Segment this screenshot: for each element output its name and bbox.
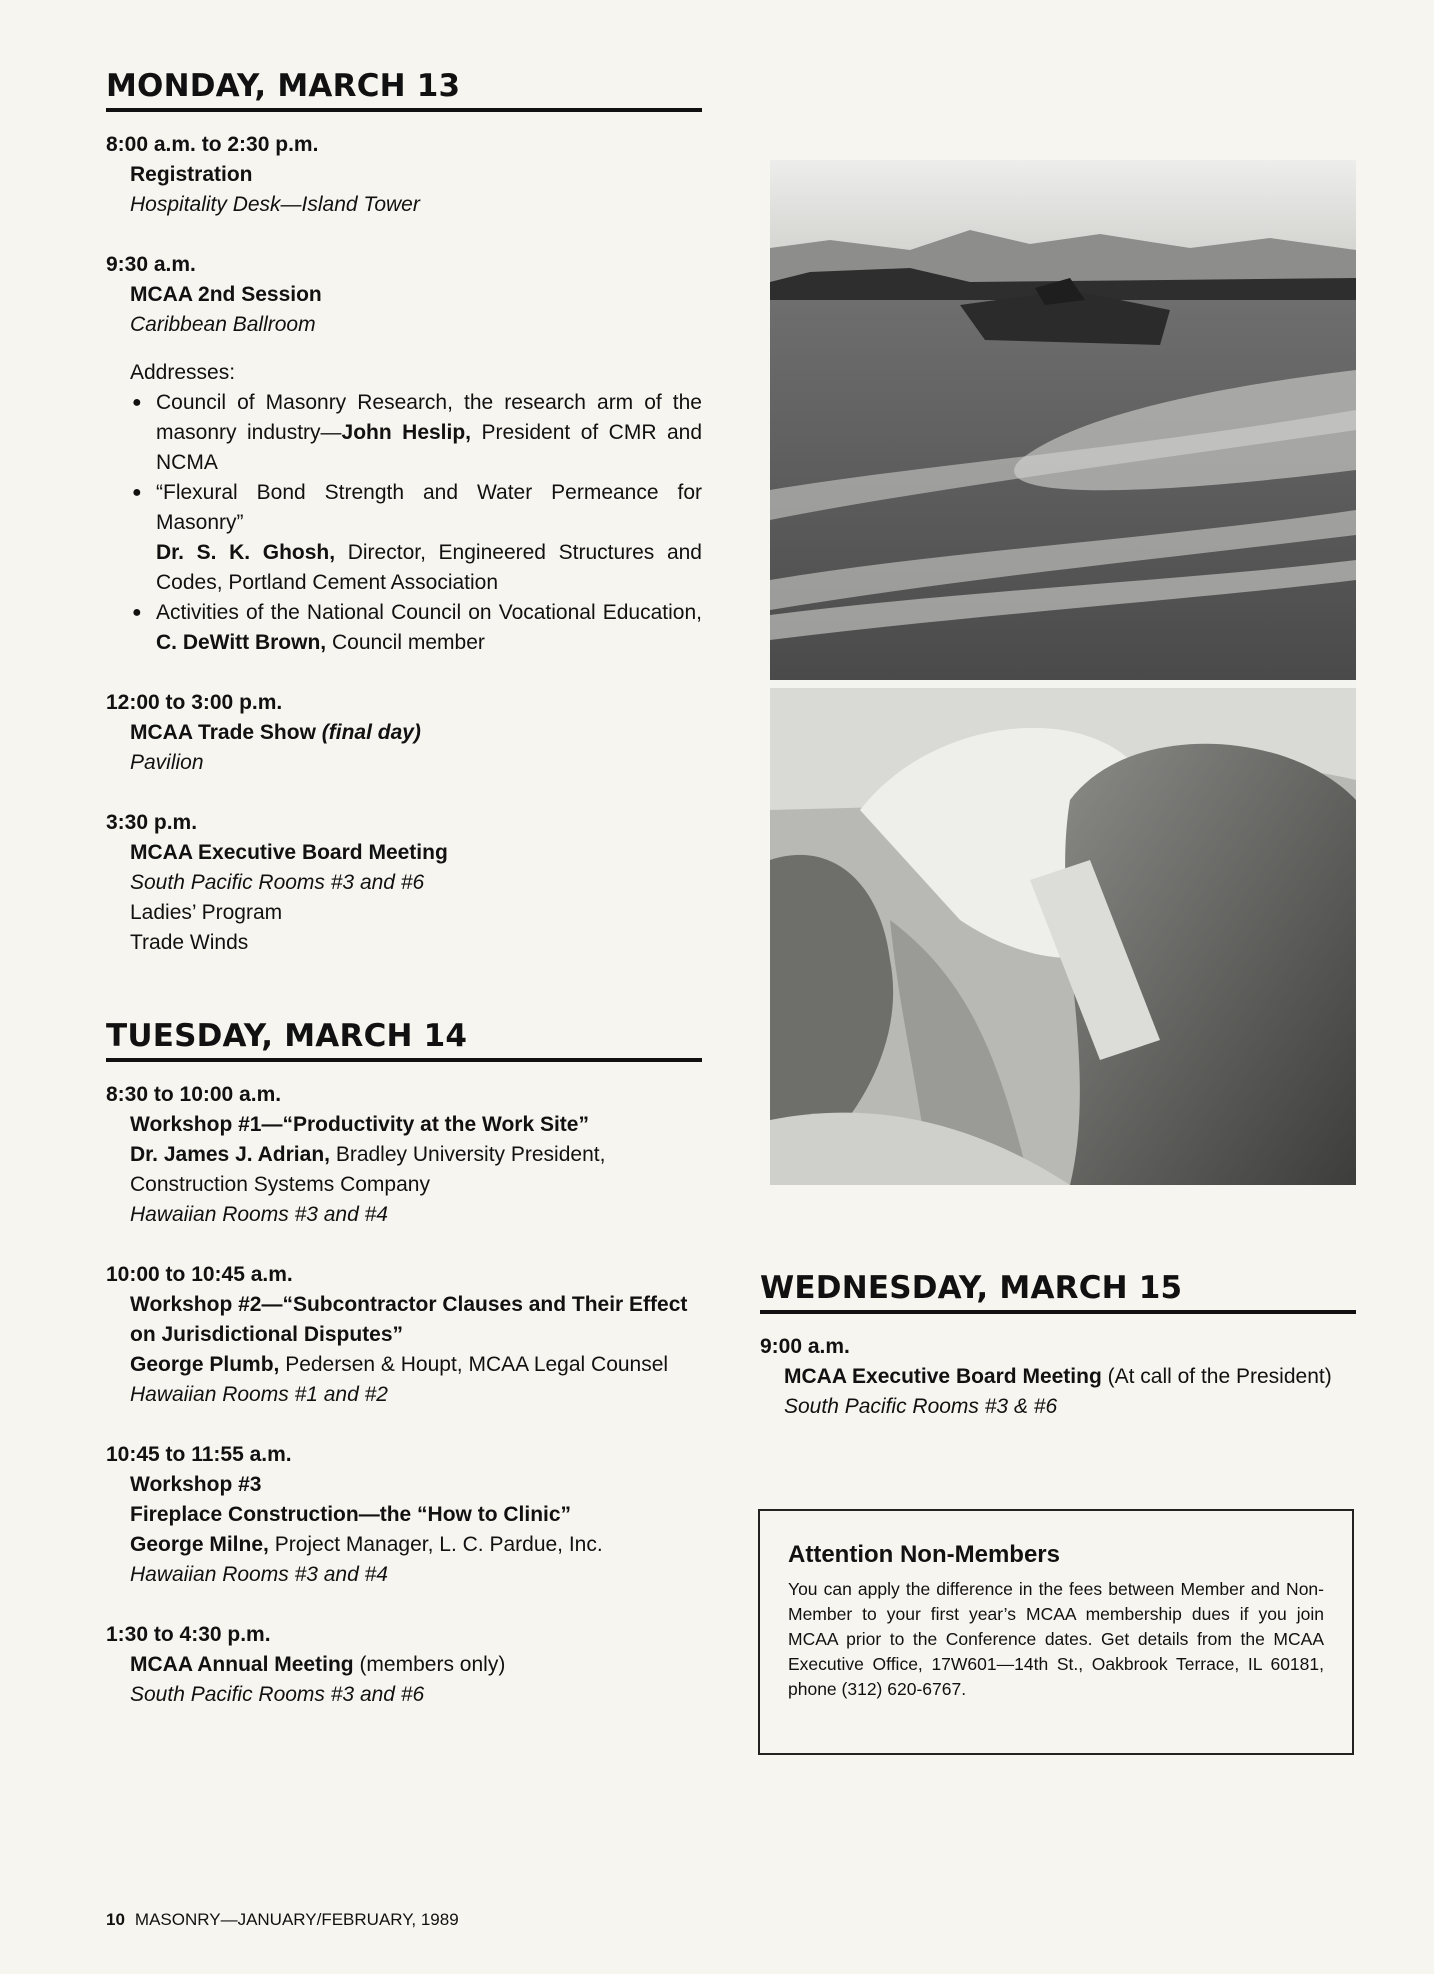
- event-title: [130, 718, 702, 748]
- event-title: Workshop #2—“Subcontractor Clauses and Their Effect on Jurisdictional Disputes”: [130, 1293, 688, 1346]
- event-time: 3:30 p.m.: [106, 811, 198, 834]
- photo-boat-and-dam: [770, 160, 1356, 1185]
- addresses-label: Addresses:: [130, 361, 236, 384]
- address-speaker: John Heslip,: [341, 421, 472, 444]
- publication-line: MASONRY—JANUARY/FEBRUARY, 1989: [134, 1910, 459, 1929]
- event-speaker-line: [130, 1350, 702, 1380]
- event-note: Trade Winds: [130, 931, 249, 954]
- event-location: Hospitality Desk—Island Tower: [130, 193, 420, 216]
- address-speaker: C. DeWitt Brown,: [156, 631, 327, 654]
- event-time: 12:00 to 3:00 p.m.: [106, 691, 283, 714]
- address-speaker-role: President of CMR and NCMA: [156, 421, 703, 474]
- event-title-note: (final day): [321, 721, 421, 744]
- event-location: South Pacific Rooms #3 and #6: [130, 871, 425, 894]
- event-title-line: [130, 1650, 702, 1680]
- event-time: 10:00 to 10:45 a.m.: [106, 1263, 293, 1286]
- event-location: Caribbean Ballroom: [130, 313, 316, 336]
- photo-illustration: [770, 160, 1356, 1185]
- event-title: MCAA Executive Board Meeting: [784, 1365, 1102, 1388]
- address-text: Council of Masonry Research, the research arm of the masonry industry—: [156, 391, 702, 444]
- event-trade-show: [106, 688, 702, 778]
- notice-title: Attention Non-Members: [788, 1541, 1060, 1568]
- event-title-note: (members only): [353, 1653, 506, 1676]
- address-text: “Flexural Bond Strength and Water Permeance for Masonry”: [156, 481, 702, 534]
- address-item: [130, 388, 702, 478]
- event-speaker-role: Project Manager, L. C. Pardue, Inc.: [268, 1533, 603, 1556]
- event-time: 8:30 to 10:00 a.m.: [106, 1083, 282, 1106]
- address-item: [130, 598, 702, 658]
- event-title: Registration: [130, 163, 253, 186]
- event-time: 9:00 a.m.: [760, 1335, 850, 1358]
- event-title: MCAA Executive Board Meeting: [130, 841, 448, 864]
- event-workshop-1: [106, 1080, 702, 1230]
- event-subtitle: Fireplace Construction—the “How to Clinic”: [130, 1503, 572, 1526]
- event-speaker: George Plumb,: [130, 1353, 280, 1376]
- event-title: MCAA Annual Meeting: [130, 1653, 354, 1676]
- tuesday-heading: TUESDAY, MARCH 14: [106, 1016, 702, 1062]
- event-location: Hawaiian Rooms #3 and #4: [130, 1563, 388, 1586]
- right-column: [760, 1268, 1356, 1452]
- event-speaker: Dr. James J. Adrian,: [130, 1143, 330, 1166]
- event-workshop-2: [106, 1260, 702, 1410]
- event-location: South Pacific Rooms #3 and #6: [130, 1683, 425, 1706]
- event-speaker-role: Pedersen & Houpt, MCAA Legal Counsel: [279, 1353, 669, 1376]
- address-item: [130, 478, 702, 598]
- address-speaker-role: Director, Engineered Structures and Codes, Portland Cement Association: [156, 541, 702, 594]
- event-location: South Pacific Rooms #3 & #6: [784, 1395, 1058, 1418]
- notice-body: You can apply the difference in the fees between Member and Non-Member to your first year’s MCAA membership dues if you join MCAA prior to the Conference dates. Get details from the MCAA Executive Office, 17W601—14th St., Oakbrook Terrace, IL 60181, phone (312) 620-6767.: [788, 1579, 1324, 1699]
- event-workshop-3: [106, 1440, 702, 1590]
- wednesday-heading: WEDNESDAY, MARCH 15: [760, 1268, 1356, 1314]
- event-speaker-line: [130, 1530, 702, 1560]
- event-speaker-line: [130, 1140, 702, 1200]
- addresses-list: [130, 388, 702, 658]
- event-registration: [106, 130, 702, 220]
- event-title-note: (At call of the President): [1101, 1365, 1332, 1388]
- event-location: Pavilion: [130, 751, 204, 774]
- event-speaker-role: Bradley University President, Construction Systems Company: [130, 1143, 606, 1196]
- event-speaker: George Milne,: [130, 1533, 269, 1556]
- non-members-notice: [758, 1509, 1354, 1755]
- event-title-text: MCAA Trade Show: [130, 721, 316, 744]
- event-title-line: [784, 1362, 1356, 1392]
- monday-heading: MONDAY, MARCH 13: [106, 66, 702, 112]
- address-text: Activities of the National Council on Vocational Education,: [156, 601, 702, 624]
- event-title: Workshop #1—“Productivity at the Work Site”: [130, 1113, 589, 1136]
- event-location: Hawaiian Rooms #1 and #2: [130, 1383, 388, 1406]
- event-location: Hawaiian Rooms #3 and #4: [130, 1203, 388, 1226]
- event-wed-exec-board: [760, 1332, 1356, 1422]
- event-time: 10:45 to 11:55 a.m.: [106, 1443, 292, 1466]
- event-time: 1:30 to 4:30 p.m.: [106, 1623, 271, 1646]
- event-time: 8:00 a.m. to 2:30 p.m.: [106, 133, 319, 156]
- left-column: [106, 66, 702, 1740]
- event-time: 9:30 a.m.: [106, 253, 196, 276]
- event-2nd-session: [106, 250, 702, 658]
- event-title: MCAA 2nd Session: [130, 283, 322, 306]
- event-title: Workshop #3: [130, 1473, 262, 1496]
- address-speaker: Dr. S. K. Ghosh,: [156, 541, 336, 564]
- page-footer: [106, 1910, 459, 1930]
- address-speaker-role: Council member: [326, 631, 485, 654]
- event-exec-board: [106, 808, 702, 958]
- event-note: Ladies’ Program: [130, 901, 283, 924]
- event-annual-meeting: [106, 1620, 702, 1710]
- page-number: 10: [106, 1910, 125, 1929]
